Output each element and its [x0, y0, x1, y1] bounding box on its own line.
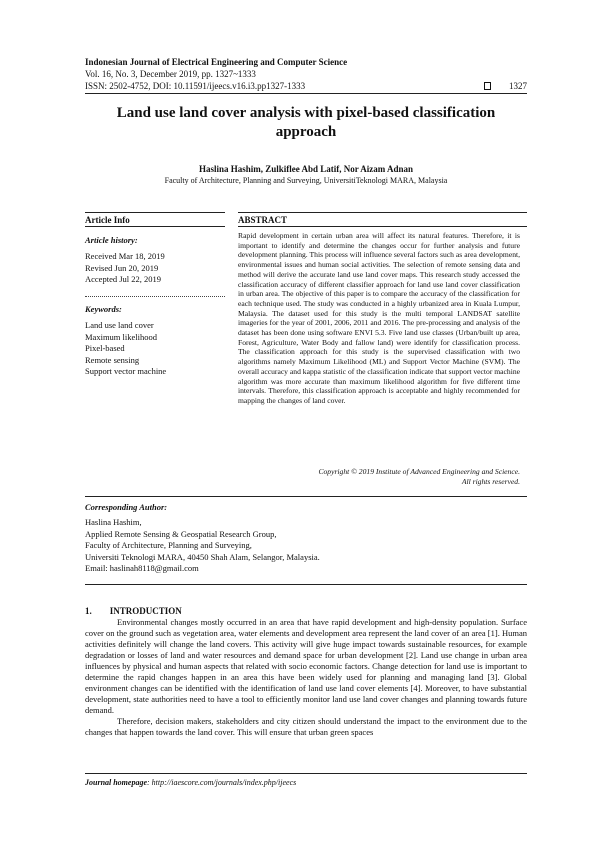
journal-homepage[interactable] — [85, 778, 296, 787]
history-heading: Article history: — [85, 235, 138, 245]
corresponding-bottom-rule — [85, 584, 527, 585]
abstract-mid-rule — [238, 226, 527, 227]
footer-rule — [85, 773, 527, 774]
corresponding-heading: Corresponding Author: — [85, 502, 168, 512]
corresponding-details — [85, 517, 320, 575]
paragraph: Environmental changes mostly occurred in an area that have rapid development and high-density population. Surface cover on the ground such as vegetation area, water elements and development area represent the land cover of an area [1]. Human activities definitely will change the land covers. This activity will give huge impact towards sustainable resources, for example degradation or losses of land and water resources and demand space for urban development [2]. Land use change in urban area influences by physical and human aspects that related with socio economic factors. Change detection for land use is important to determine the rapid changes happen in an area this have been widely used for planning and managing land [3]. Global environment changes can be identified with the identification of land use land cover elements [4]. Moreover, to have substantial development, state authorities need to have a tool to efficiently monitor land use land cover changes and planning towards future demand. — [85, 617, 527, 715]
history-accepted: Accepted Jul 22, 2019 — [85, 274, 162, 284]
corresponding-line: Universiti Teknologi MARA, 40450 Shah Alam, Selangor, Malaysia. — [85, 551, 320, 562]
homepage-url[interactable]: : http://iaescore.com/journals/index.php/ijeecs — [147, 778, 297, 787]
corresponding-line: Applied Remote Sensing & Geospatial Research Group, — [85, 528, 277, 539]
page-number: 1327 — [509, 81, 527, 91]
header-right — [484, 81, 527, 91]
keywords-list — [85, 320, 166, 378]
keyword: Remote sensing — [85, 354, 140, 365]
history-list — [85, 251, 165, 286]
abstract-text: Rapid development in certain urban area will affect its natural features. Therefore, it is important to identify and determine the changes occur for further analysis and future development planning. This process will influence several factors such as area development, environmental issues and human social activities. The selection of remote sensing data and method will derive the accurate land use land cover maps. This research study accessed the classification accuracy of different classifier approach for land use land cover classification in urban area. The objective of this paper is to compare the accuracy of the classification for each technique used. The study was conducted in a highly urbanized area in Kuala Lumpur, Malaysia. The dataset used for this study is the multi temporal LANDSAT satellite imageries for the year of 2001, 2006, 2011 and 2016. The pre-processing and analysis of the dataset has been done using software ENVI 5.3. Five land use classes (Urban/built up area, Forest, Agriculture, Water Body and fallow land) were identify for classification process. The classification approach for this study is the supervised classification with two algorithms namely Maximum Likelihood (ML) and Support Vector Machine (SVM). The overall accuracy and kappa statistic of the classification indicate that support vector machine algorithm was more accurate than maximum likelihood algorithm for five different time intervals. Therefore, this classification approach is acceptable and highly recommended for mapping the changes of land cover. — [238, 231, 520, 405]
affiliation: Faculty of Architecture, Planning and Surveying, UniversitiTeknologi MARA, Malaysia — [164, 176, 448, 185]
corresponding-line: Haslina Hashim, — [85, 517, 142, 527]
article-info-heading: Article Info — [85, 215, 130, 225]
keywords-rule — [85, 296, 225, 297]
introduction-heading: 1. INTRODUCTION — [85, 606, 182, 616]
keywords-heading: Keywords: — [85, 304, 122, 314]
authors: Haslina Hashim, Zulkiflee Abd Latif, Nor Aizam Adnan — [198, 164, 414, 174]
abstract-bottom-rule — [85, 496, 527, 497]
keyword: Support vector machine — [85, 366, 167, 376]
introduction-body — [85, 617, 527, 738]
corresponding-email: Email: haslinah8118@gmail.com — [85, 563, 199, 573]
paragraph: Therefore, decision makers, stakeholders and city citizen should understand the impact to the environment due to the changes that happen towards the land cover. This will ensure that urban green spaces — [85, 716, 527, 737]
copyright — [238, 467, 520, 487]
article-info-top-rule — [85, 212, 225, 213]
journal-name: Indonesian Journal of Electrical Engineering and Computer Science — [85, 57, 348, 67]
abstract-top-rule — [238, 212, 527, 213]
homepage-label: Journal homepage — [85, 778, 148, 787]
book-icon — [484, 82, 491, 90]
corresponding-line: Faculty of Architecture, Planning and Surveying, — [85, 540, 252, 550]
abstract-heading: ABSTRACT — [238, 215, 288, 225]
keyword: Land use land cover — [85, 320, 154, 330]
keyword: Maximum likelihood — [85, 331, 158, 342]
history-received: Received Mar 18, 2019 — [85, 251, 165, 261]
keyword: Pixel-based — [85, 343, 125, 353]
copyright-line: All rights reserved. — [461, 477, 520, 486]
paper-title: Land use land cover analysis with pixel-based classification approach — [116, 105, 496, 140]
volume-info: Vol. 16, No. 3, December 2019, pp. 1327~1333 — [85, 69, 256, 79]
copyright-line: Copyright © 2019 Institute of Advanced Engineering and Science. — [318, 467, 520, 476]
article-info-mid-rule — [85, 226, 225, 227]
history-revised: Revised Jun 20, 2019 — [85, 262, 159, 273]
header-rule — [85, 93, 527, 94]
issn-doi: ISSN: 2502-4752, DOI: 10.11591/ijeecs.v16.i3.pp1327-1333 — [85, 81, 306, 91]
